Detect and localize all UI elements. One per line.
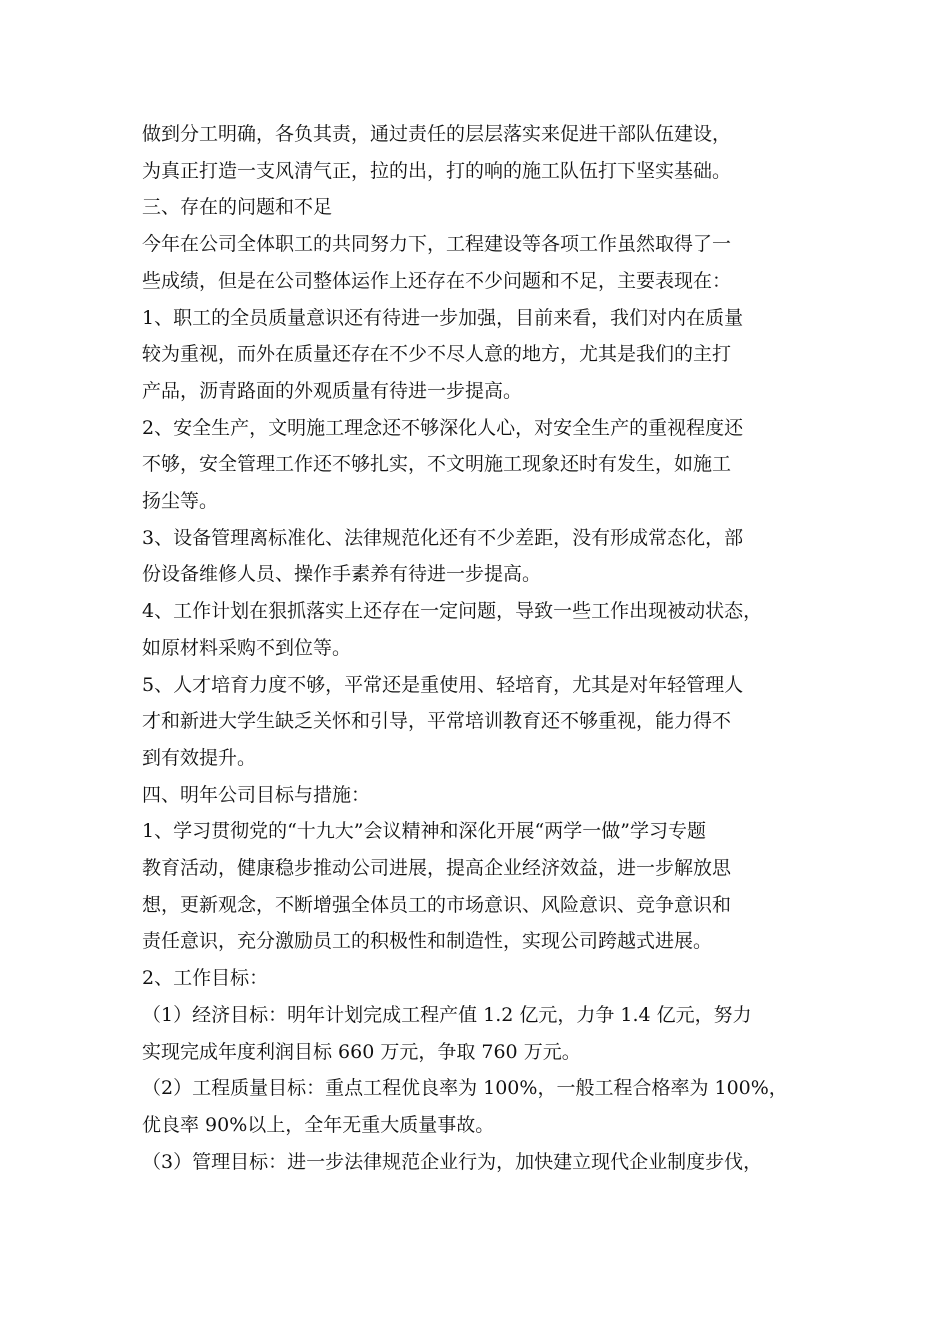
section-heading: 三、存在的问题和不足 bbox=[142, 196, 333, 219]
text-line: 较为重视，而外在质量还存在不少不尽人意的地方，尤其是我们的主打 bbox=[142, 343, 732, 366]
text-line: 责任意识，充分激励员工的积极性和制造性，实现公司跨越式进展。 bbox=[142, 930, 713, 953]
text-line: 到有效提升。 bbox=[142, 746, 257, 769]
text-line: 4、工作计划在狠抓落实上还存在一定问题，导致一些工作出现被动状态， bbox=[142, 600, 763, 623]
text-line: 想，更新观念，不断增强全体员工的市场意识、风险意识、竞争意识和 bbox=[142, 893, 732, 916]
text-line: 5、人才培育力度不够，平常还是重使用、轻培育，尤其是对年轻管理人 bbox=[142, 673, 744, 696]
text-line: 做到分工明确，各负其责，通过责任的层层落实来促进干部队伍建设， bbox=[142, 123, 732, 145]
text-line: 如原材料采购不到位等。 bbox=[142, 636, 352, 659]
text-line: 2、安全生产，文明施工理念还不够深化人心，对安全生产的重视程度还 bbox=[142, 416, 744, 439]
text-line: 才和新进大学生缺乏关怀和引导，平常培训教育还不够重视，能力得不 bbox=[142, 710, 732, 733]
text-line: 份设备维修人员、操作手素养有待进一步提高。 bbox=[142, 563, 542, 586]
section-heading: 四、明年公司目标与措施： bbox=[142, 783, 371, 806]
text-line: （1）经济目标：明年计划完成工程产值 1.2 亿元，力争 1.4 亿元，努力 bbox=[142, 1003, 752, 1026]
text-line: 1、职工的全员质量意识还有待进一步加强，目前来看，我们对内在质量 bbox=[142, 306, 744, 329]
text-line: 扬尘等。 bbox=[142, 490, 219, 513]
text-line: 今年在公司全体职工的共同努力下，工程建设等各项工作虽然取得了一 bbox=[142, 233, 732, 256]
text-line: 为真正打造一支风清气正，拉的出，打的响的施工队伍打下坚实基础。 bbox=[142, 159, 732, 182]
text-line: 产品，沥青路面的外观质量有待进一步提高。 bbox=[142, 379, 523, 402]
text-line: （3）管理目标：进一步法律规范企业行为，加快建立现代企业制度步伐， bbox=[142, 1150, 763, 1173]
text-line: 不够，安全管理工作还不够扎实，不文明施工现象还时有发生，如施工 bbox=[142, 453, 732, 476]
text-line: 教育活动，健康稳步推动公司进展，提高企业经济效益，进一步解放思 bbox=[142, 857, 732, 880]
text-line: 2、工作目标： bbox=[142, 967, 269, 990]
text-line: 实现完成年度利润目标 660 万元，争取 760 万元。 bbox=[142, 1040, 581, 1063]
text-line: 3、设备管理离标准化、法律规范化还有不少差距，没有形成常态化，部 bbox=[142, 526, 744, 549]
text-line: 些成绩，但是在公司整体运作上还存在不少问题和不足，主要表现在： bbox=[142, 269, 732, 292]
text-line: 1、学习贯彻党的“十九大”会议精神和深化开展“两学一做”学习专题 bbox=[142, 820, 706, 843]
document-body bbox=[142, 116, 822, 1180]
text-line: 优良率 90%以上，全年无重大质量事故。 bbox=[142, 1113, 495, 1136]
text-line: （2）工程质量目标：重点工程优良率为 100%，一般工程合格率为 100%， bbox=[142, 1077, 788, 1100]
